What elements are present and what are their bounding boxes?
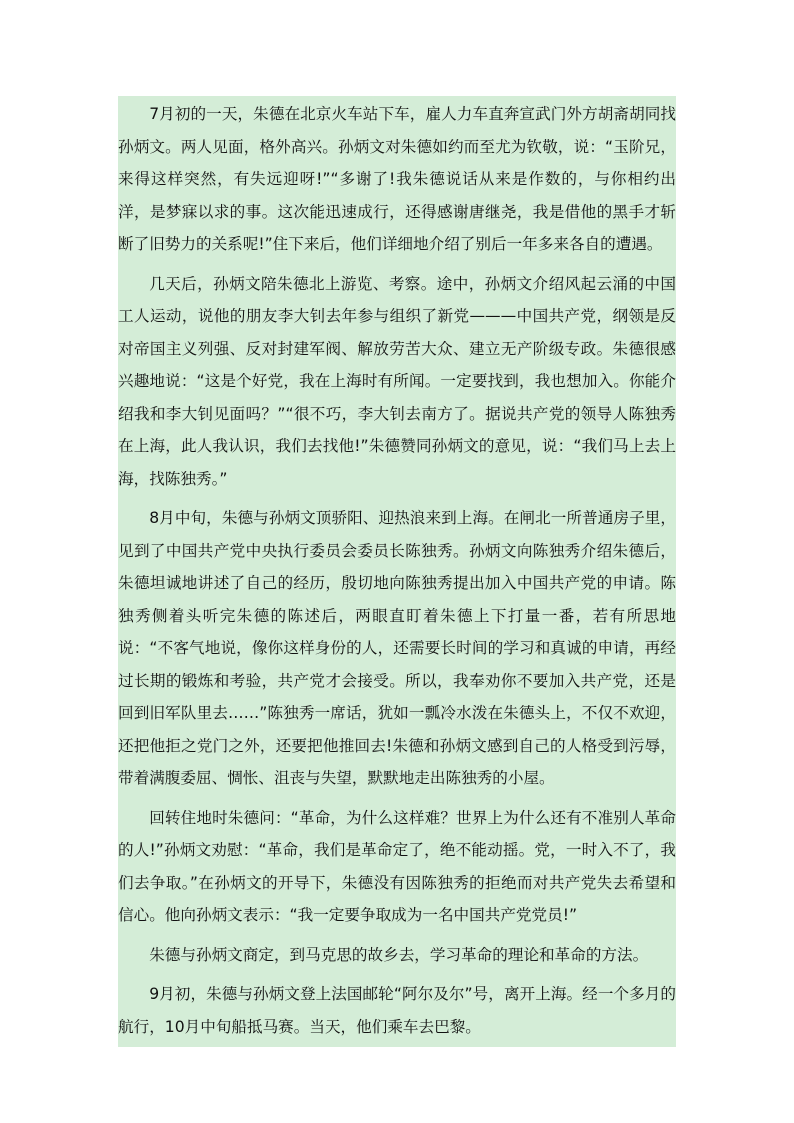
paragraph-3: 8月中旬，朱德与孙炳文顶骄阳、迎热浪来到上海。在闸北一所普通房子里，见到了中国共产党中央执行委员会委员长陈独秀。孙炳文向陈独秀介绍朱德后，朱德坦诚地讲述了自己的经历，殷切地向陈独秀提出加入中国共产党的申请。陈独秀侧着头听完朱德的陈述后，两眼直盯着朱德上下打量一番，若有所思地说：“不客气地说，像你这样身份的人，还需要长时间的学习和真诚的申请，再经过长期的锻炼和考验，共产党才会接受。所以，我奉劝你不要加入共产党，还是回到旧军队里去……”陈独秀一席话，犹如一瓢冷水泼在朱德头上，不仅不欢迎，还把他拒之党门之外，还要把他推回去!朱德和孙炳文感到自己的人格受到污辱，带着满腹委屈、惆怅、沮丧与失望，默默地走出陈独秀的小屋。: [118, 509, 676, 787]
highlighted-text-block: [118, 96, 676, 1047]
paragraph-2: 几天后，孙炳文陪朱德北上游览、考察。途中，孙炳文介绍风起云涌的中国工人运动，说他的朋友李大钊去年参与组织了新党———中国共产党，纲领是反对帝国主义列强、反对封建军阀、解放劳苦大众、建立无产阶级专政。朱德很感兴趣地说：“这是个好党，我在上海时有所闻。一定要找到，我也想加入。你能介绍我和李大钊见面吗？”“很不巧，李大钊去南方了。据说共产党的领导人陈独秀在上海，此人我认识，我们去找他!”朱德赞同孙炳文的意见，说：“我们马上去上海，找陈独秀。”: [118, 274, 676, 488]
paragraph-5: 朱德与孙炳文商定，到马克思的故乡去，学习革命的理论和革命的方法。: [149, 945, 649, 964]
paragraph-4: 回转住地时朱德问：“革命，为什么这样难？世界上为什么还有不准别人革命的人!”孙炳文劝慰：“革命，我们是革命定了，绝不能动摇。党，一时入不了，我们去争取。”在孙炳文的开导下，朱德没有因陈独秀的拒绝而对共产党失去希望和信心。他向孙炳文表示：“我一定要争取成为一名中国共产党党员!”: [118, 808, 676, 924]
paragraph-6: 9月初，朱德与孙炳文登上法国邮轮“阿尔及尔”号，离开上海。经一个多月的航行，10月中旬船抵马赛。当天，他们乘车去巴黎。: [118, 985, 676, 1036]
paragraph-1: 7月初的一天，朱德在北京火车站下车，雇人力车直奔宣武门外方胡斋胡同找孙炳文。两人见面，格外高兴。孙炳文对朱德如约而至尤为钦敬，说：“玉阶兄，来得这样突然，有失远迎呀!”“多谢了!我朱德说话从来是作数的，与你相约出洋，是梦寐以求的事。这次能迅速成行，还得感谢唐继尧，我是借他的黑手才斩断了旧势力的关系呢!”住下来后，他们详细地介绍了别后一年多来各自的遭遇。: [118, 105, 676, 253]
